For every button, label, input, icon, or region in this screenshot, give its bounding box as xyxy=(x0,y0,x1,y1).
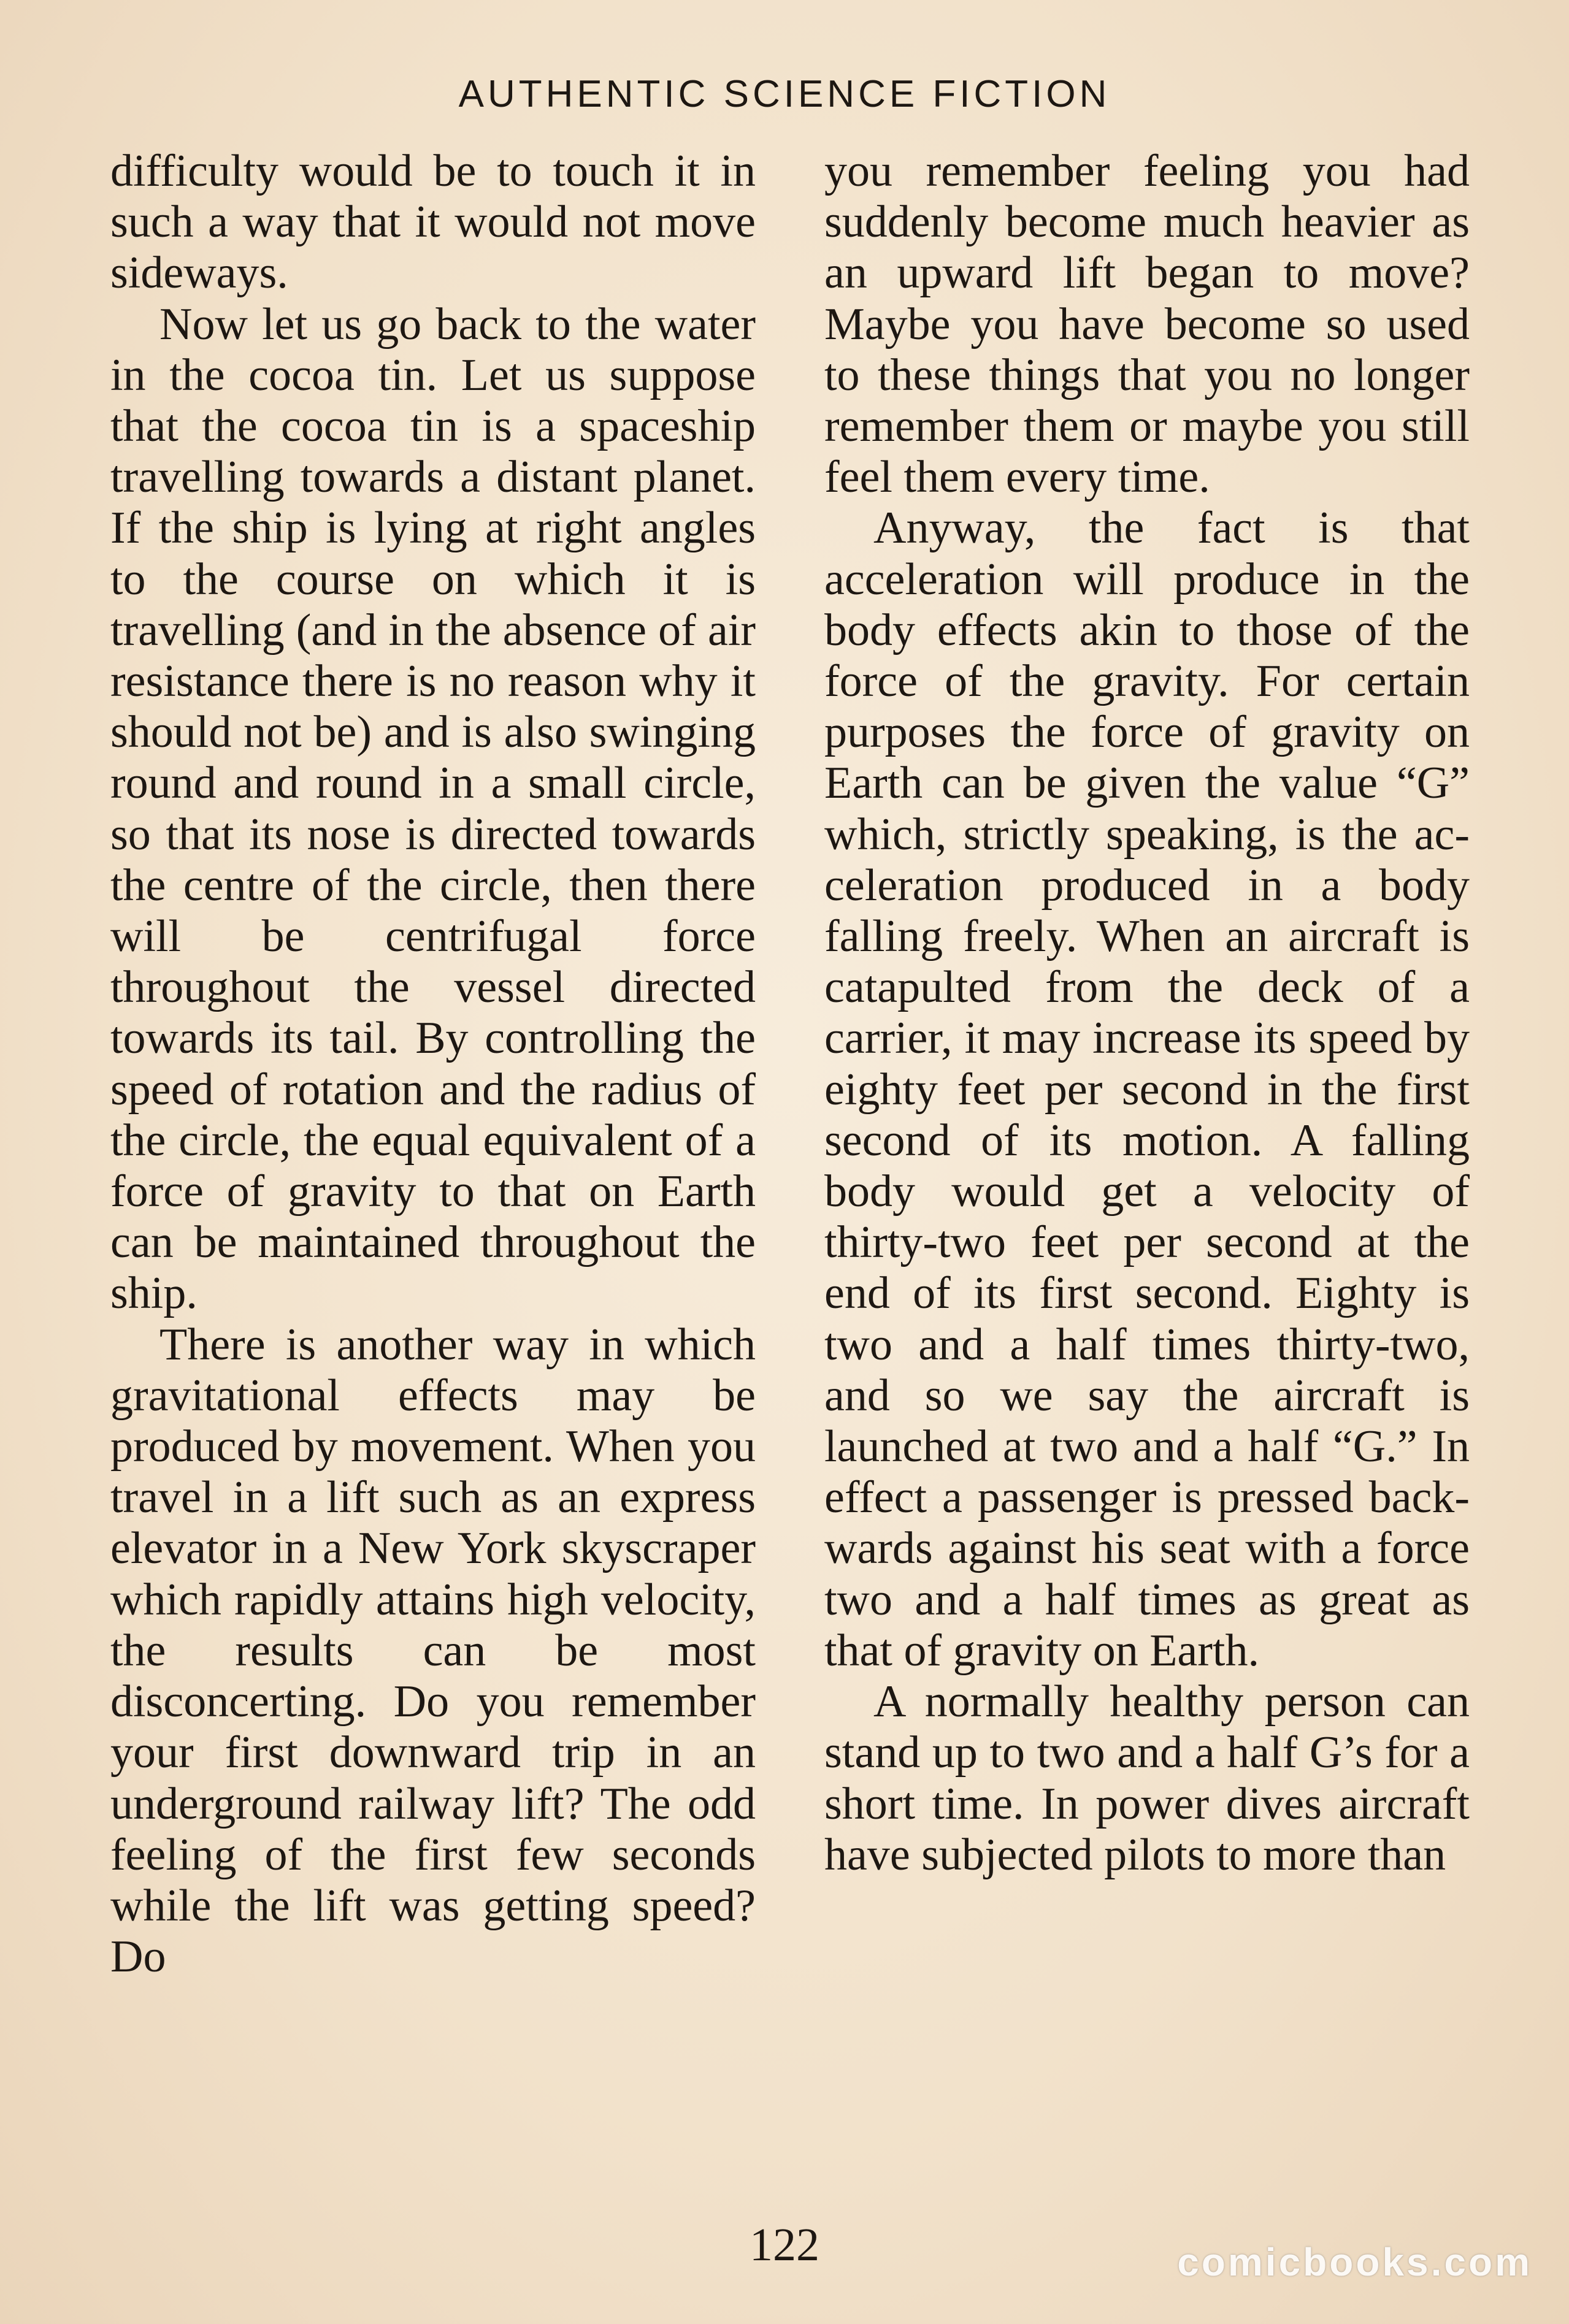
paragraph: you remember feeling you had suddenly become much heavier as an upward lift began to move? Maybe you have become so used to these things that you no longer remember them or maybe you still feel them every time. xyxy=(824,146,1470,503)
right-column xyxy=(824,146,1470,1881)
paragraph: difficulty would be to touch it in such a way that it would not move sideways. xyxy=(110,146,756,299)
left-column xyxy=(110,146,756,1982)
page-number: 122 xyxy=(750,2219,819,2271)
watermark-logo: comicbooks.com xyxy=(1177,2240,1532,2284)
paragraph: Anyway, the fact is that acceleration will produce in the body effects akin to those of the force of the gravity. For certain purposes the force of gravity on Earth can be given the value “G” which, strictly speaking, is the acceleration produced in a body falling freely. When an aircraft is catapulted from the deck of a carrier, it may increase its speed by eighty feet per second in the first second of its motion. A falling body would get a velocity of thirty-two feet per second at the end of its first second. Eighty is two and a half times thirty-two, and so we say the aircraft is launched at two and a half “G.” In effect a passenger is pressed backwards against his seat with a force two and a half times as great as that of gravity on Earth. xyxy=(824,503,1470,1676)
paragraph: Now let us go back to the water in the cocoa tin. Let us suppose that the cocoa tin is a spaceship travelling towards a distant planet. If the ship is lying at right angles to the course on which it is travelling (and in the absence of air resistance there is no reason why it should not be) and is also swinging round and round in a small circle, so that its nose is directed towards the centre of the circle, then there will be centrifugal force throughout the vessel directed towards its tail. By controlling the speed of rotation and the radius of the circle, the equal equivalent of a force of gravity to that on Earth can be maintained throughout the ship. xyxy=(110,299,756,1319)
paragraph: A normally healthy person can stand up to two and a half G’s for a short time. In power dives aircraft have subjected pilots to more than xyxy=(824,1676,1470,1880)
running-head: AUTHENTIC SCIENCE FICTION xyxy=(458,73,1111,115)
paragraph: There is another way in which gravitational effects may be produced by movement. When you travel in a lift such as an express elevator in a New York skyscraper which rapidly attains high velocity, the results can be most disconcerting. Do you remember your first downward trip in an underground railway lift? The odd feeling of the first few seconds while the lift was getting speed? Do xyxy=(110,1319,756,1982)
